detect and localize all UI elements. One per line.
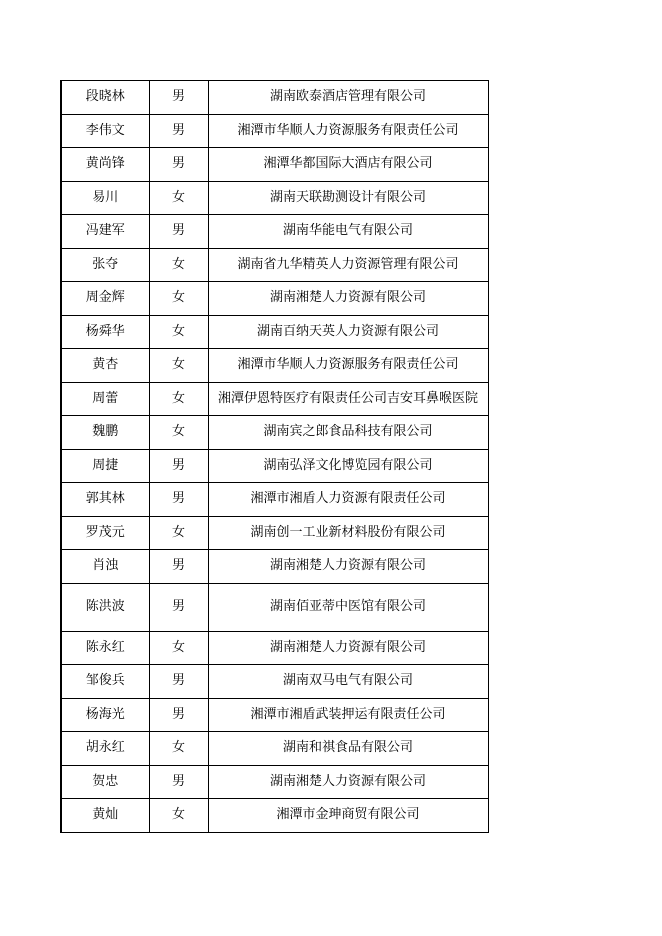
name-cell: 肖浊 bbox=[61, 550, 149, 584]
gender-cell: 男 bbox=[149, 765, 208, 799]
name-cell: 杨海光 bbox=[61, 698, 149, 732]
name-cell: 周捷 bbox=[61, 449, 149, 483]
gender-cell: 女 bbox=[149, 631, 208, 665]
name-cell: 周金辉 bbox=[61, 282, 149, 316]
name-cell: 杨舜华 bbox=[61, 315, 149, 349]
table-row bbox=[61, 483, 488, 517]
name-cell: 易川 bbox=[61, 181, 149, 215]
company-cell: 湘潭市湘盾人力资源有限责任公司 bbox=[208, 483, 488, 517]
table-row bbox=[61, 282, 488, 316]
company-cell: 湖南省九华精英人力资源管理有限公司 bbox=[208, 248, 488, 282]
table-row bbox=[61, 449, 488, 483]
gender-cell: 女 bbox=[149, 382, 208, 416]
company-cell: 湖南双马电气有限公司 bbox=[208, 665, 488, 699]
company-cell: 湘潭伊恩特医疗有限责任公司吉安耳鼻喉医院 bbox=[208, 382, 488, 416]
name-cell: 魏鹏 bbox=[61, 416, 149, 450]
name-cell: 郭其林 bbox=[61, 483, 149, 517]
table-row bbox=[61, 631, 488, 665]
gender-cell: 女 bbox=[149, 349, 208, 383]
company-cell: 湖南百纳天英人力资源有限公司 bbox=[208, 315, 488, 349]
gender-cell: 女 bbox=[149, 181, 208, 215]
company-cell: 湖南和祺食品有限公司 bbox=[208, 732, 488, 766]
table-row bbox=[61, 583, 488, 631]
gender-cell: 女 bbox=[149, 315, 208, 349]
name-cell: 黄杏 bbox=[61, 349, 149, 383]
gender-cell: 女 bbox=[149, 248, 208, 282]
table-row bbox=[61, 416, 488, 450]
company-cell: 湘潭市华顺人力资源服务有限责任公司 bbox=[208, 114, 488, 148]
table-row bbox=[61, 550, 488, 584]
name-cell: 黄灿 bbox=[61, 799, 149, 833]
company-cell: 湖南湘楚人力资源有限公司 bbox=[208, 550, 488, 584]
company-cell: 湖南湘楚人力资源有限公司 bbox=[208, 282, 488, 316]
table-row bbox=[61, 181, 488, 215]
name-cell: 贺忠 bbox=[61, 765, 149, 799]
name-cell: 罗茂元 bbox=[61, 516, 149, 550]
name-cell: 黄尚锋 bbox=[61, 148, 149, 182]
table-row bbox=[61, 81, 488, 115]
table-row bbox=[61, 148, 488, 182]
company-cell: 湖南天联勘测设计有限公司 bbox=[208, 181, 488, 215]
company-cell: 湖南湘楚人力资源有限公司 bbox=[208, 765, 488, 799]
company-cell: 湖南湘楚人力资源有限公司 bbox=[208, 631, 488, 665]
name-cell: 段晓林 bbox=[61, 81, 149, 115]
name-cell: 胡永红 bbox=[61, 732, 149, 766]
name-cell: 陈永红 bbox=[61, 631, 149, 665]
table-row bbox=[61, 516, 488, 550]
gender-cell: 女 bbox=[149, 732, 208, 766]
gender-cell: 男 bbox=[149, 449, 208, 483]
gender-cell: 男 bbox=[149, 215, 208, 249]
company-cell: 湖南弘泽文化博览园有限公司 bbox=[208, 449, 488, 483]
gender-cell: 男 bbox=[149, 698, 208, 732]
company-cell: 湖南欧泰酒店管理有限公司 bbox=[208, 81, 488, 115]
company-cell: 湘潭市华顺人力资源服务有限责任公司 bbox=[208, 349, 488, 383]
gender-cell: 男 bbox=[149, 81, 208, 115]
company-cell: 湘潭华都国际大酒店有限公司 bbox=[208, 148, 488, 182]
gender-cell: 男 bbox=[149, 550, 208, 584]
table-row bbox=[61, 215, 488, 249]
gender-cell: 女 bbox=[149, 799, 208, 833]
table-row bbox=[61, 114, 488, 148]
gender-cell: 男 bbox=[149, 483, 208, 517]
gender-cell: 男 bbox=[149, 148, 208, 182]
table-row bbox=[61, 665, 488, 699]
table-row bbox=[61, 382, 488, 416]
employee-table bbox=[60, 80, 489, 833]
table-row bbox=[61, 698, 488, 732]
employee-table-body bbox=[61, 81, 488, 833]
name-cell: 邹俊兵 bbox=[61, 665, 149, 699]
gender-cell: 男 bbox=[149, 583, 208, 631]
company-cell: 湖南创一工业新材料股份有限公司 bbox=[208, 516, 488, 550]
table-row bbox=[61, 315, 488, 349]
table-row bbox=[61, 248, 488, 282]
table-row bbox=[61, 799, 488, 833]
gender-cell: 男 bbox=[149, 665, 208, 699]
company-cell: 湖南宾之郎食品科技有限公司 bbox=[208, 416, 488, 450]
name-cell: 陈洪波 bbox=[61, 583, 149, 631]
table-row bbox=[61, 732, 488, 766]
name-cell: 冯建军 bbox=[61, 215, 149, 249]
table-row bbox=[61, 349, 488, 383]
company-cell: 湘潭市金珅商贸有限公司 bbox=[208, 799, 488, 833]
gender-cell: 男 bbox=[149, 114, 208, 148]
company-cell: 湖南佰亚蒂中医馆有限公司 bbox=[208, 583, 488, 631]
company-cell: 湖南华能电气有限公司 bbox=[208, 215, 488, 249]
company-cell: 湘潭市湘盾武装押运有限责任公司 bbox=[208, 698, 488, 732]
name-cell: 张夺 bbox=[61, 248, 149, 282]
gender-cell: 女 bbox=[149, 416, 208, 450]
name-cell: 李伟文 bbox=[61, 114, 149, 148]
gender-cell: 女 bbox=[149, 282, 208, 316]
gender-cell: 女 bbox=[149, 516, 208, 550]
name-cell: 周蕾 bbox=[61, 382, 149, 416]
table-row bbox=[61, 765, 488, 799]
